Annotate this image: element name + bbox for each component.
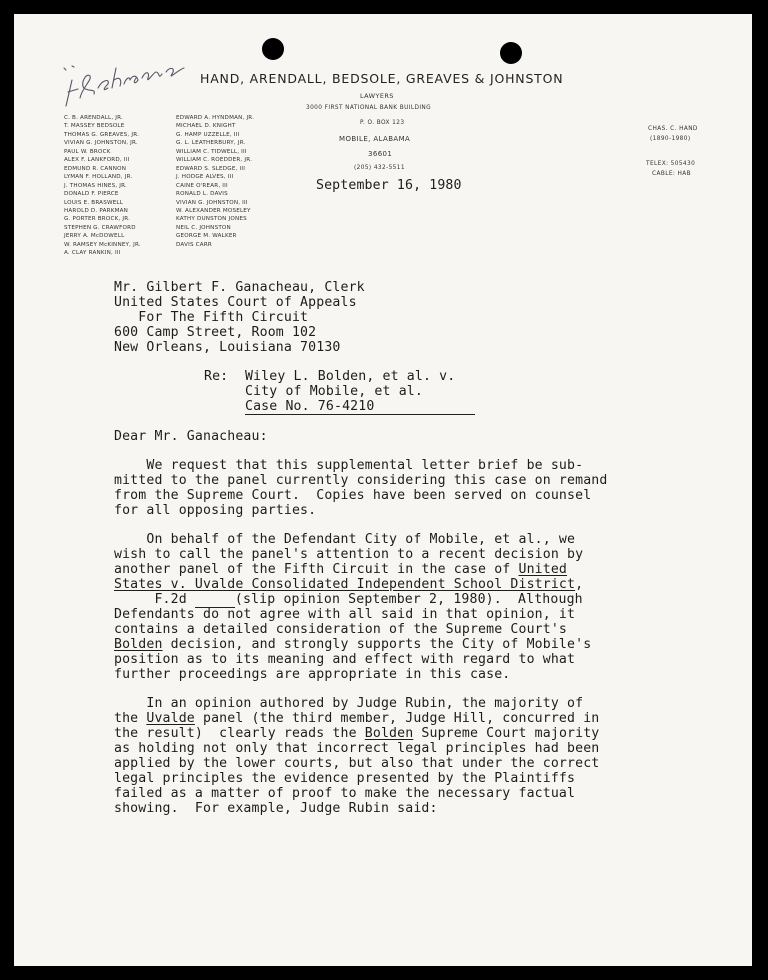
partner-name: THOMAS G. GREAVES, JR. [64, 131, 140, 138]
case-name: Bolden [114, 637, 163, 652]
body-line: showing. For example, Judge Rubin said: [114, 801, 438, 816]
body-line: failed as a matter of proof to make the necessary factual [114, 786, 576, 801]
handwritten-signature [58, 58, 198, 118]
partner-name: A. CLAY RANKIN, III [64, 250, 121, 257]
phone-number: (205) 432-5511 [354, 165, 405, 171]
body-text: decision, and strongly supports the City of Mobile's [162, 637, 592, 652]
body-text: the result) clearly reads the [114, 726, 365, 741]
partner-name: JERRY A. McDOWELL [64, 233, 125, 240]
salutation: Dear Mr. Ganacheau: [114, 429, 268, 444]
body-line: wish to call the panel's attention to a recent decision by [114, 547, 584, 562]
partner-name: GEORGE M. WALKER [176, 233, 237, 240]
body-text: the [114, 711, 147, 726]
body-line: applied by the lower courts, but also that under the correct [114, 756, 600, 771]
partners-list-left [64, 114, 141, 258]
case-name: Uvalde [146, 711, 195, 726]
partner-name: J. THOMAS HINES, JR. [64, 182, 128, 189]
recipient-line: New Orleans, Louisiana 70130 [114, 340, 341, 355]
case-citation: United [518, 562, 568, 577]
body-line: further proceedings are appropriate in this case. [114, 667, 511, 682]
lawyers-label: LAWYERS [360, 92, 394, 100]
re-underline [245, 414, 475, 415]
partner-name: MICHAEL D. KNIGHT [176, 123, 236, 130]
case-citation: States v. Uvalde Consolidated Independent School District [114, 577, 576, 592]
partner-name: DAVIS CARR [176, 241, 212, 248]
partner-name: DONALD F. PIERCE [64, 191, 119, 198]
of-counsel: CHAS. C. HAND [648, 126, 698, 132]
body-line: position as to its meaning and effect with regard to what [114, 652, 576, 667]
partner-name: STEPHEN G. CRAWFORD [64, 224, 136, 231]
letter-date: September 16, 1980 [316, 178, 462, 193]
recipient-line: United States Court of Appeals [114, 295, 357, 310]
re-line: Wiley L. Bolden, et al. v. [245, 369, 456, 384]
partner-name: G. PORTER BROCK, JR. [64, 216, 131, 223]
partner-name: W. ALEXANDER MOSELEY [176, 207, 251, 214]
punch-hole-left [262, 38, 284, 60]
recipient-line: For The Fifth Circuit [114, 310, 309, 325]
body-line: for all opposing parties. [114, 503, 317, 518]
body-line: from the Supreme Court. Copies have been served on counsel [114, 488, 592, 503]
body-text: another panel of the Fifth Circuit in the case of [114, 562, 519, 577]
partner-name: LOUIS E. BRASWELL [64, 199, 124, 206]
partner-name: NEIL C. JOHNSTON [176, 224, 231, 231]
body-line: We request that this supplemental letter brief be sub- [114, 458, 584, 473]
body-line [114, 577, 583, 592]
re-label: Re: [204, 369, 229, 384]
partner-name: KATHY DUNSTON JONES [176, 216, 247, 223]
body-line: Defendants do not agree with all said in that opinion, it [114, 607, 576, 622]
partner-name: WILLIAM C. TIDWELL, III [176, 148, 247, 155]
body-text: (slip opinion September 2, 1980). Although [234, 592, 583, 607]
partner-name: C. B. ARENDALL, JR. [64, 115, 124, 121]
po-box: P. O. BOX 123 [360, 120, 405, 126]
partner-name: WILLIAM C. ROEDDER, JR. [176, 157, 253, 164]
partner-name: HAROLD D. PARKMAN [64, 207, 129, 214]
letter-page [14, 14, 752, 966]
recipient-line: Mr. Gilbert F. Ganacheau, Clerk [114, 280, 365, 295]
body-line [114, 592, 583, 608]
body-line: mitted to the panel currently considering this case on remand [114, 473, 608, 488]
building-address: 3000 FIRST NATIONAL BANK BUILDING [306, 105, 432, 111]
partner-name: VIVIAN G. JOHNSTON, JR. [64, 140, 138, 147]
partner-name: VIVIAN G. JOHNSTON, III [176, 199, 248, 206]
partner-name: CAINE O'REAR, III [176, 182, 228, 189]
body-line [114, 562, 567, 577]
partner-name: LYMAN F. HOLLAND, JR. [64, 174, 133, 181]
blank-volume [195, 592, 235, 608]
partner-name: EDMUND R. CANNON [64, 165, 127, 172]
body-text: F.2d [114, 592, 195, 607]
body-line: legal principles the evidence presented by the Plaintiffs [114, 771, 576, 786]
body-line: In an opinion authored by Judge Rubin, the majority of [114, 696, 584, 711]
body-line: On behalf of the Defendant City of Mobile, et al., we [114, 532, 576, 547]
body-line [114, 726, 599, 741]
partner-name: EDWARD S. SLEDGE, III [176, 165, 246, 172]
partner-name: ALEX F. LANKFORD, III [64, 157, 130, 164]
partner-name: EDWARD A. HYNDMAN, JR. [176, 115, 255, 121]
case-name: Bolden [364, 726, 414, 741]
body-text: panel (the third member, Judge Hill, concurred in [194, 711, 600, 726]
re-line: City of Mobile, et al. [245, 384, 423, 399]
recipient-line: 600 Camp Street, Room 102 [114, 325, 317, 340]
cable-address: CABLE: HAB [652, 171, 691, 177]
body-text: Supreme Court majority [413, 726, 600, 741]
body-line: contains a detailed consideration of the Supreme Court's [114, 622, 568, 637]
partner-name: W. RAMSEY McKINNEY, JR. [64, 241, 141, 248]
body-text: , [575, 577, 584, 592]
telex-number: TELEX: 505430 [646, 161, 696, 167]
body-line [114, 711, 599, 726]
partner-name: T. MASSEY BEDSOLE [64, 123, 125, 130]
partner-name: J. HODGE ALVES, III [176, 174, 234, 181]
partner-name: RONALD L. DAVIS [176, 191, 228, 198]
partners-list-right [176, 114, 254, 249]
zip-code: 36601 [368, 150, 393, 158]
partner-name: G. HAMP UZZELLE, III [176, 131, 240, 138]
re-line: Case No. 76-4210 [245, 399, 375, 414]
partner-name: G. L. LEATHERBURY, JR. [176, 140, 246, 147]
partner-name: PAUL W. BROCK [64, 148, 111, 155]
body-line: as holding not only that incorrect legal principles had been [114, 741, 600, 756]
firm-name: HAND, ARENDALL, BEDSOLE, GREAVES & JOHNSTON [200, 71, 564, 86]
punch-hole-right [500, 42, 522, 64]
of-counsel-years: (1890-1980) [650, 136, 691, 142]
body-line [114, 637, 591, 652]
city-state: MOBILE, ALABAMA [339, 135, 411, 143]
